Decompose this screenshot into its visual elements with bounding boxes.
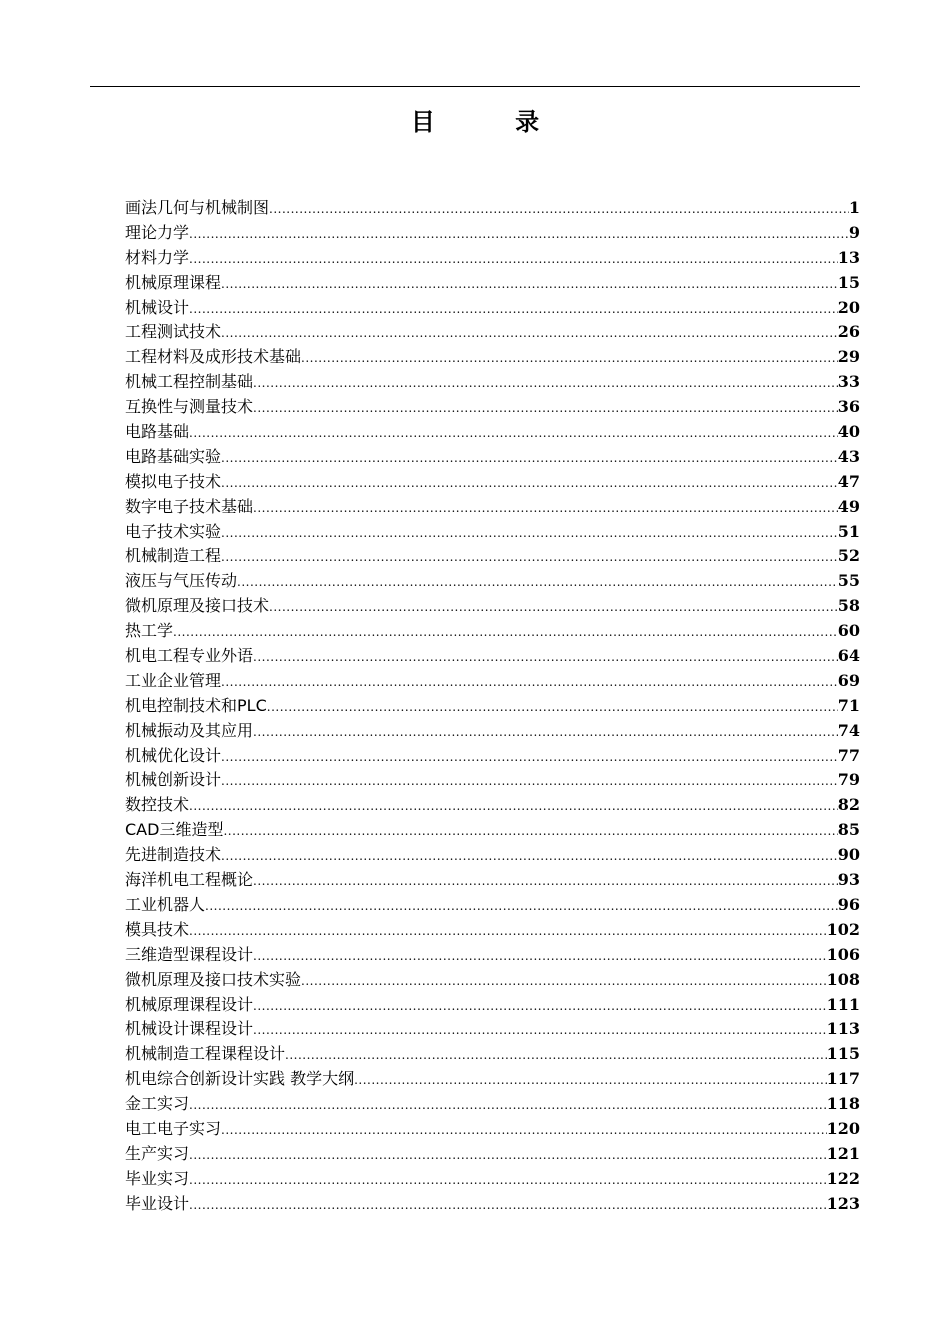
- toc-entry-page-number: 85: [837, 820, 860, 840]
- toc-entry-label: 模拟电子技术: [125, 471, 222, 491]
- toc-entry-label: CAD三维造型: [125, 820, 224, 840]
- toc-entry-label: 机械制造工程课程设计: [125, 1044, 286, 1064]
- toc-entry[interactable]: [125, 1092, 860, 1117]
- toc-entry-page-number: 111: [826, 994, 860, 1014]
- toc-entry[interactable]: [125, 246, 860, 271]
- toc-entry[interactable]: [125, 1192, 860, 1217]
- toc-entry-page-number: 106: [826, 944, 860, 964]
- toc-dot-leader: [253, 994, 827, 1019]
- toc-entry-page-number: 58: [837, 596, 860, 616]
- toc-entry[interactable]: [125, 345, 860, 370]
- toc-dot-leader: [221, 471, 838, 496]
- toc-entry-label: 机械创新设计: [125, 770, 222, 790]
- toc-entry-label: 毕业实习: [125, 1168, 190, 1188]
- toc-entry[interactable]: [125, 744, 860, 769]
- header-rule: [90, 86, 860, 87]
- toc-dot-leader: [221, 769, 838, 794]
- toc-entry-page-number: 20: [837, 297, 860, 317]
- toc-entry-label: 液压与气压传动: [125, 571, 238, 591]
- toc-entry-label: 先进制造技术: [125, 845, 222, 865]
- toc-dot-leader: [189, 1168, 827, 1193]
- toc-entry[interactable]: [125, 1067, 860, 1092]
- toc-entry-label: 机械原理课程: [125, 272, 222, 292]
- toc-entry-label: 模具技术: [125, 919, 190, 939]
- toc-entry[interactable]: [125, 694, 860, 719]
- toc-entry-label: 机械设计: [125, 297, 190, 317]
- toc-dot-leader: [269, 197, 849, 222]
- toc-entry-page-number: 13: [837, 247, 860, 267]
- toc-dot-leader: [253, 720, 838, 745]
- toc-entry-label: 数字电子技术基础: [125, 496, 254, 516]
- toc-entry-label: 电工电子实习: [125, 1118, 222, 1138]
- toc-entry[interactable]: [125, 420, 860, 445]
- toc-entry-page-number: 117: [826, 1069, 860, 1089]
- toc-entry[interactable]: [125, 619, 860, 644]
- toc-dot-leader: [189, 1093, 827, 1118]
- toc-entry-page-number: 93: [837, 870, 860, 890]
- toc-entry[interactable]: [125, 320, 860, 345]
- page-title: 目 录: [410, 107, 576, 136]
- toc-entry[interactable]: [125, 470, 860, 495]
- toc-dot-leader: [221, 670, 838, 695]
- toc-entry-label: 工业机器人: [125, 894, 206, 914]
- toc-entry-page-number: 121: [826, 1143, 860, 1163]
- toc-entry[interactable]: [125, 843, 860, 868]
- toc-dot-leader: [221, 521, 838, 546]
- toc-entry-label: 理论力学: [125, 222, 190, 242]
- toc-dot-leader: [189, 421, 838, 446]
- toc-dot-leader: [253, 645, 838, 670]
- toc-entry[interactable]: [125, 968, 860, 993]
- toc-entry-label: 工程材料及成形技术基础: [125, 347, 302, 367]
- toc-dot-leader: [237, 570, 838, 595]
- toc-entry-label: 机械原理课程设计: [125, 994, 254, 1014]
- toc-entry[interactable]: [125, 271, 860, 296]
- toc-entry-page-number: 74: [837, 720, 860, 740]
- toc-dot-leader: [189, 1143, 827, 1168]
- toc-dot-leader: [253, 869, 838, 894]
- toc-entry-page-number: 64: [837, 646, 860, 666]
- toc-entry[interactable]: [125, 221, 860, 246]
- toc-entry-label: 机械工程控制基础: [125, 372, 254, 392]
- toc-entry[interactable]: [125, 644, 860, 669]
- toc-entry-page-number: 102: [826, 919, 860, 939]
- toc-entry[interactable]: [125, 943, 860, 968]
- toc-dot-leader: [267, 695, 838, 720]
- toc-entry[interactable]: [125, 495, 860, 520]
- toc-entry-page-number: 123: [826, 1193, 860, 1213]
- toc-dot-leader: [253, 371, 838, 396]
- toc-entry-label: 机械设计课程设计: [125, 1019, 254, 1039]
- toc-entry-label: 微机原理及接口技术: [125, 596, 270, 616]
- toc-dot-leader: [253, 944, 827, 969]
- toc-entry[interactable]: [125, 1042, 860, 1067]
- toc-dot-leader: [221, 446, 838, 471]
- toc-dot-leader: [221, 545, 838, 570]
- toc-entry-page-number: 96: [837, 894, 860, 914]
- toc-dot-leader: [189, 794, 838, 819]
- toc-entry-label: 热工学: [125, 621, 174, 641]
- toc-entry[interactable]: [125, 1017, 860, 1042]
- toc-dot-leader: [189, 247, 838, 272]
- toc-entry-label: 机械振动及其应用: [125, 720, 254, 740]
- toc-entry-page-number: 26: [837, 322, 860, 342]
- toc-entry-page-number: 115: [826, 1044, 860, 1064]
- toc-entry[interactable]: [125, 868, 860, 893]
- toc-entry[interactable]: [125, 1167, 860, 1192]
- toc-entry-page-number: 77: [837, 745, 860, 765]
- toc-dot-leader: [285, 1043, 827, 1068]
- toc-entry-label: 数控技术: [125, 795, 190, 815]
- toc-entry-page-number: 69: [837, 670, 860, 690]
- toc-entry[interactable]: [125, 544, 860, 569]
- toc-entry-page-number: 52: [837, 546, 860, 566]
- toc-entry[interactable]: [125, 768, 860, 793]
- toc-entry[interactable]: [125, 370, 860, 395]
- toc-dot-leader: [189, 297, 838, 322]
- toc-entry-page-number: 108: [826, 969, 860, 989]
- toc-dot-leader: [221, 272, 838, 297]
- toc-entry[interactable]: [125, 445, 860, 470]
- toc-entry-page-number: 122: [826, 1168, 860, 1188]
- toc-entry-label: 工业企业管理: [125, 670, 222, 690]
- toc-entry-label: 机电控制技术和PLC: [125, 695, 267, 715]
- toc-entry-label: 工程测试技术: [125, 322, 222, 342]
- toc-dot-leader: [354, 1068, 827, 1093]
- toc-entry[interactable]: [125, 893, 860, 918]
- toc-entry-page-number: 113: [826, 1019, 860, 1039]
- toc-dot-leader: [189, 1193, 827, 1218]
- toc-entry-label: 电子技术实验: [125, 521, 222, 541]
- toc-dot-leader: [301, 969, 827, 994]
- toc-entry-label: 互换性与测量技术: [125, 397, 254, 417]
- toc-entry[interactable]: [125, 520, 860, 545]
- toc-entry-label: 微机原理及接口技术实验: [125, 969, 302, 989]
- toc-dot-leader: [189, 222, 849, 247]
- toc-entry-label: 毕业设计: [125, 1193, 190, 1213]
- toc-entry[interactable]: [125, 196, 860, 221]
- toc-entry-label: 电路基础: [125, 422, 190, 442]
- toc-entry-page-number: 60: [837, 621, 860, 641]
- toc-entry-label: 生产实习: [125, 1143, 190, 1163]
- toc-dot-leader: [301, 346, 838, 371]
- toc-entry-page-number: 9: [848, 222, 860, 242]
- toc-entry-label: 材料力学: [125, 247, 190, 267]
- toc-entry[interactable]: [125, 569, 860, 594]
- toc-entry-page-number: 15: [837, 272, 860, 292]
- toc-dot-leader: [223, 819, 837, 844]
- toc-entry[interactable]: [125, 719, 860, 744]
- toc-entry[interactable]: [125, 1117, 860, 1142]
- toc-entry-page-number: 71: [837, 695, 860, 715]
- toc-entry-page-number: 90: [837, 845, 860, 865]
- toc-dot-leader: [189, 919, 827, 944]
- toc-dot-leader: [205, 894, 838, 919]
- toc-dot-leader: [221, 1118, 827, 1143]
- toc-dot-leader: [253, 496, 838, 521]
- toc-entry-label: 机械制造工程: [125, 546, 222, 566]
- toc-entry-page-number: 55: [837, 571, 860, 591]
- toc-entry-page-number: 40: [837, 422, 860, 442]
- toc-entry-page-number: 51: [837, 521, 860, 541]
- toc-entry-page-number: 1: [848, 198, 860, 217]
- toc-dot-leader: [253, 396, 838, 421]
- toc-entry-label: 金工实习: [125, 1094, 190, 1114]
- toc-dot-leader: [221, 321, 838, 346]
- toc-entry[interactable]: [125, 296, 860, 321]
- toc-entry-page-number: 120: [826, 1118, 860, 1138]
- toc-dot-leader: [173, 620, 838, 645]
- toc-entry[interactable]: [125, 395, 860, 420]
- toc-entry-label: 机电综合创新设计实践 教学大纲: [125, 1069, 355, 1089]
- toc-entry[interactable]: [125, 1142, 860, 1167]
- toc-entry-page-number: 47: [837, 471, 860, 491]
- toc-entry-page-number: 43: [837, 446, 860, 466]
- toc-entry-label: 海洋机电工程概论: [125, 870, 254, 890]
- toc-entry-page-number: 118: [826, 1094, 860, 1114]
- toc-dot-leader: [269, 595, 838, 620]
- toc-entry[interactable]: [125, 793, 860, 818]
- toc-entry-page-number: 79: [837, 770, 860, 790]
- toc-entry-page-number: 36: [837, 397, 860, 417]
- toc-entry[interactable]: [125, 669, 860, 694]
- toc-entry-label: 画法几何与机械制图: [125, 198, 270, 217]
- toc-entry[interactable]: [125, 594, 860, 619]
- toc-dot-leader: [221, 745, 838, 770]
- toc-entry-page-number: 82: [837, 795, 860, 815]
- toc-entry-label: 三维造型课程设计: [125, 944, 254, 964]
- toc-entry-label: 电路基础实验: [125, 446, 222, 466]
- toc-entry-label: 机电工程专业外语: [125, 646, 254, 666]
- toc-dot-leader: [221, 844, 838, 869]
- toc-entry[interactable]: [125, 918, 860, 943]
- toc-entry[interactable]: [125, 993, 860, 1018]
- toc-entry-page-number: 29: [837, 347, 860, 367]
- toc-entry[interactable]: [125, 818, 860, 843]
- toc-entry-page-number: 49: [837, 496, 860, 516]
- toc-entry-label: 机械优化设计: [125, 745, 222, 765]
- toc-entry-page-number: 33: [837, 372, 860, 392]
- toc-dot-leader: [253, 1018, 827, 1043]
- table-of-contents: [125, 196, 860, 1217]
